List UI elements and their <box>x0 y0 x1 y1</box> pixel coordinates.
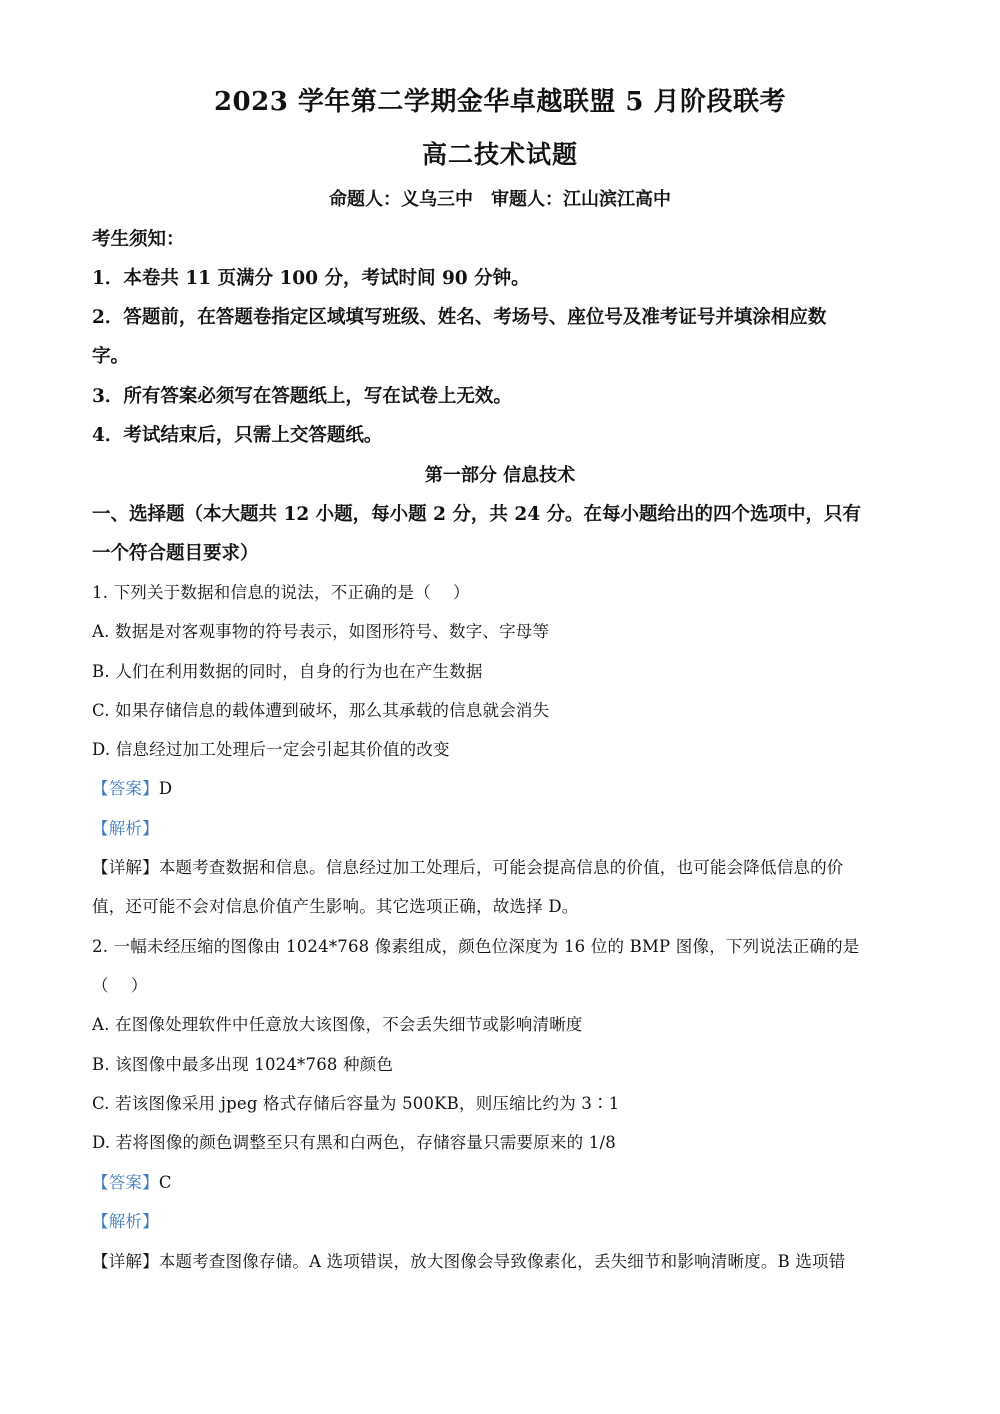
question-1-detail <box>92 860 900 877</box>
section-heading-cont: 一个符合题目要求） <box>92 543 259 564</box>
detail-tag: 【详解】 <box>92 1252 159 1271</box>
notice-item: 1．本卷共 11 页满分 100 分，考试时间 90 分钟。 <box>92 268 530 289</box>
question-1-detail-cont: 值，还可能不会对信息价值产生影响。其它选项正确，故选择 D。 <box>92 897 579 916</box>
question-1-analysis-tag: 【解析】 <box>92 819 159 838</box>
answer-value: C <box>158 1173 172 1192</box>
exam-title: 2023 学年第二学期金华卓越联盟 5 月阶段联考 <box>213 87 787 117</box>
question-1-option-b: B. 人们在利用数据的同时，自身的行为也在产生数据 <box>92 662 483 681</box>
question-2-option-a: A. 在图像处理软件中任意放大该图像，不会丢失细节或影响清晰度 <box>92 1015 583 1034</box>
notice-item: 字。 <box>92 346 130 367</box>
exam-subtitle: 高二技术试题 <box>421 140 578 169</box>
question-2-analysis-tag: 【解析】 <box>92 1212 159 1231</box>
notice-item: 2．答题前，在答题卷指定区域填写班级、姓名、考场号、座位号及准考证号并填涂相应数 <box>92 307 827 328</box>
question-1-option-d: D. 信息经过加工处理后一定会引起其价值的改变 <box>92 740 450 759</box>
section-heading: 一、选择题（本大题共 12 小题，每小题 2 分，共 24 分。在每小题给出的四个选项中，只有 <box>92 504 862 525</box>
answer-tag: 【答案】 <box>92 1173 159 1192</box>
detail-text: 本题考查图像存储。A 选项错误，放大图像会导致像素化，丢失细节和影响清晰度。B 选项错 <box>158 1252 846 1271</box>
detail-tag: 【详解】 <box>92 858 159 877</box>
question-2-option-d: D. 若将图像的颜色调整至只有黑和白两色，存储容量只需要原来的 1/8 <box>92 1133 616 1152</box>
exam-authors: 命题人：义乌三中 审题人：江山滨江高中 <box>329 189 671 210</box>
notice-item: 3．所有答案必须写在答题纸上，写在试卷上无效。 <box>92 386 512 407</box>
question-1-stem: 1. 下列关于数据和信息的说法，不正确的是（ ） <box>92 583 470 602</box>
question-2-answer <box>92 1175 900 1192</box>
notice-item: 4．考试结束后，只需上交答题纸。 <box>92 425 383 446</box>
detail-text: 本题考查数据和信息。信息经过加工处理后，可能会提高信息的价值，也可能会降低信息的价 <box>158 858 844 877</box>
answer-value: D <box>158 779 173 798</box>
answer-tag: 【答案】 <box>92 779 159 798</box>
question-2-option-b: B. 该图像中最多出现 1024*768 种颜色 <box>92 1055 394 1074</box>
question-2-detail <box>92 1254 900 1271</box>
question-2-option-c: C. 若该图像采用 jpeg 格式存储后容量为 500KB，则压缩比约为 3∶1 <box>92 1094 620 1113</box>
notice-heading: 考生须知： <box>92 229 185 250</box>
question-1-answer <box>92 781 900 798</box>
question-2-stem-cont: （ ） <box>92 976 148 995</box>
part-title: 第一部分 信息技术 <box>424 465 576 486</box>
question-1-option-a: A. 数据是对客观事物的符号表示，如图形符号、数字、字母等 <box>92 622 550 641</box>
question-2-stem: 2. 一幅未经压缩的图像由 1024*768 像素组成，颜色位深度为 16 位的 BMP 图像，下列说法正确的是 <box>92 937 860 956</box>
question-1-option-c: C. 如果存储信息的载体遭到破坏，那么其承载的信息就会消失 <box>92 701 550 720</box>
